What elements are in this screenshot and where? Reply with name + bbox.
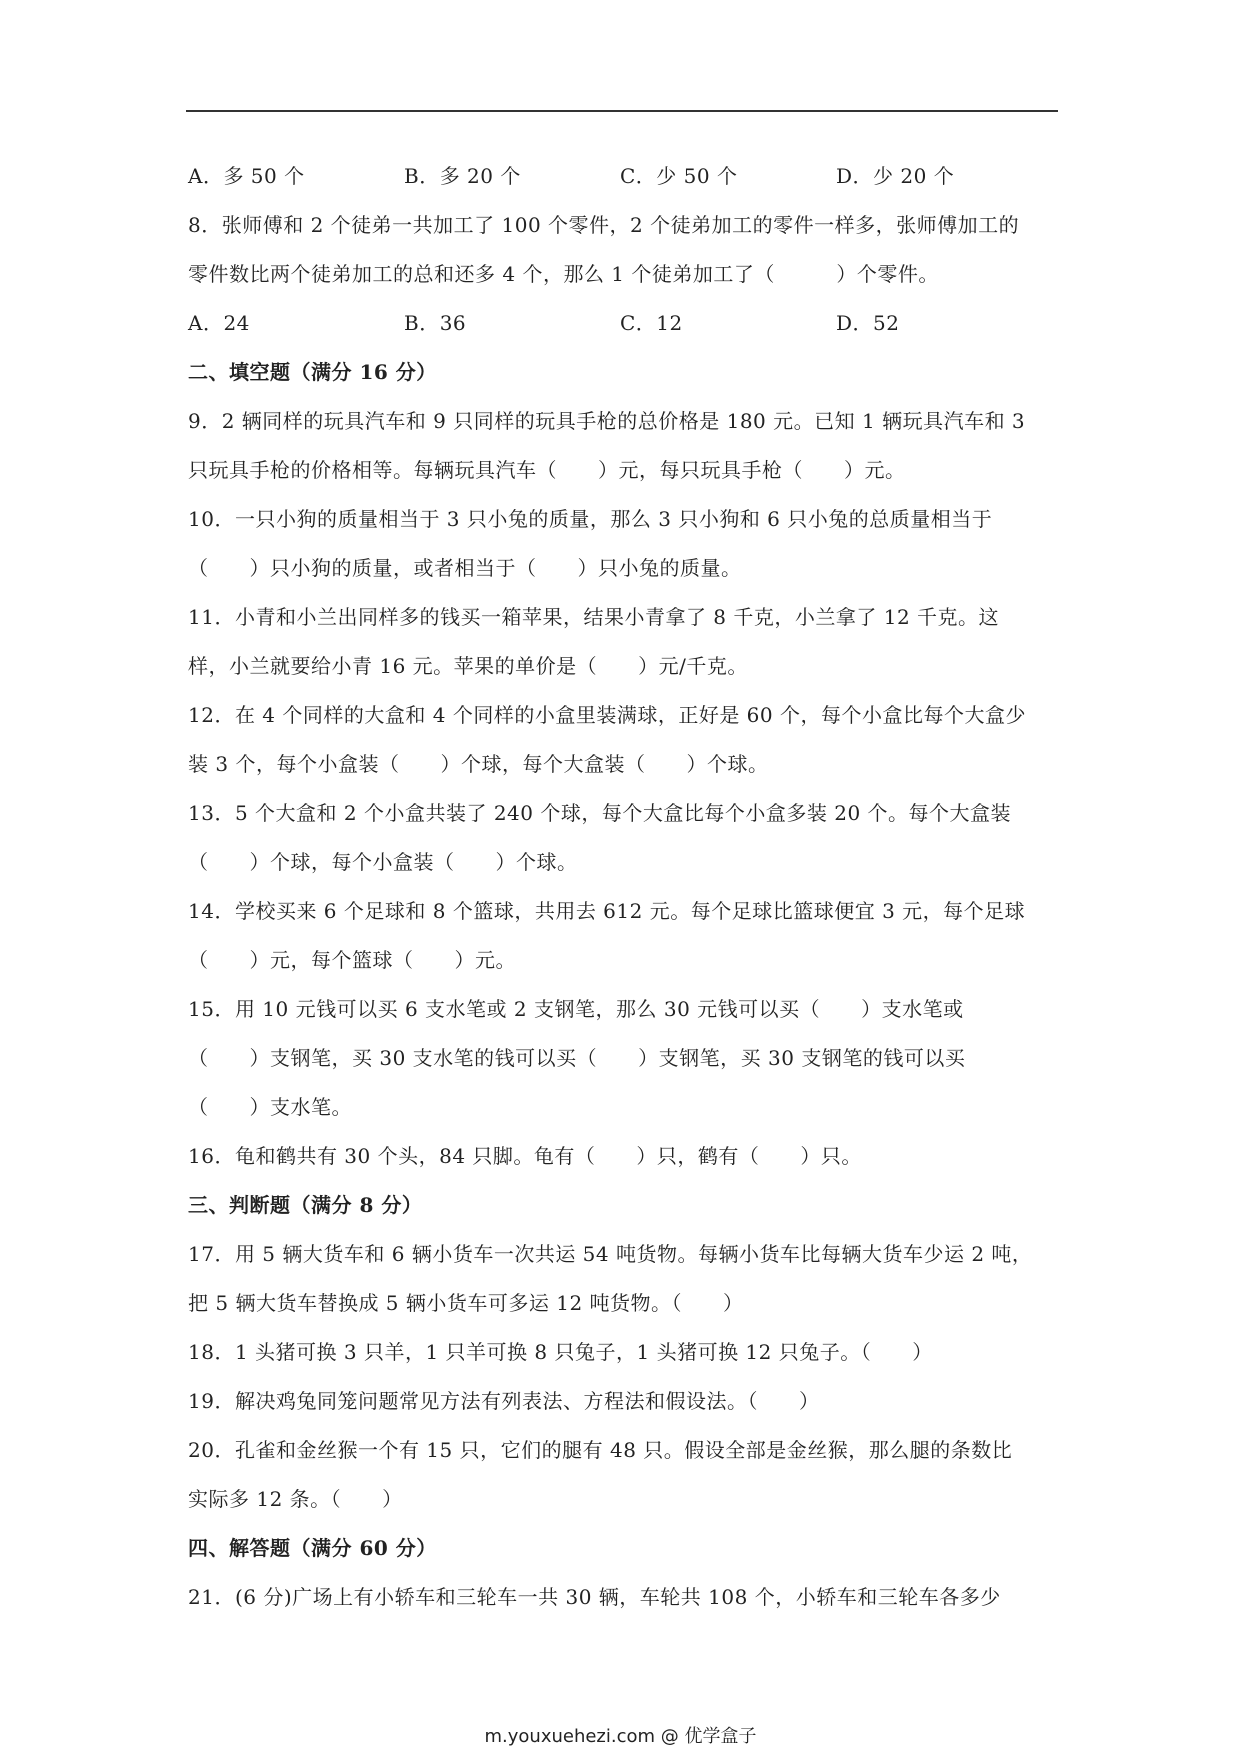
q8-options bbox=[188, 299, 1068, 348]
question-line: 21．(6 分)广场上有小轿车和三轮车一共 30 辆，车轮共 108 个，小轿车和三轮车各多少 bbox=[188, 1585, 1001, 1609]
q7-option-d: D．少 20 个 bbox=[836, 164, 955, 188]
question-line: （ ）支水笔。 bbox=[188, 1095, 352, 1119]
section-title-true-false: 三、判断题（满分 8 分） bbox=[188, 1193, 423, 1217]
q7-option-c: C．少 50 个 bbox=[620, 164, 738, 188]
question-line: 12．在 4 个同样的大盒和 4 个同样的小盒里装满球，正好是 60 个，每个小盒比每个大盒少 bbox=[188, 703, 1026, 727]
question-line: 11．小青和小兰出同样多的钱买一箱苹果，结果小青拿了 8 千克，小兰拿了 12 千克。这 bbox=[188, 605, 1000, 629]
question-line: 20．孔雀和金丝猴一个有 15 只，它们的腿有 48 只。假设全部是金丝猴，那么腿的条数比 bbox=[188, 1438, 1013, 1462]
footer-watermark: m.youxuehezi.com @ 优学盒子 bbox=[484, 1726, 757, 1747]
question-line: 19．解决鸡兔同笼问题常见方法有列表法、方程法和假设法。（ ） bbox=[188, 1389, 820, 1413]
question-line: 9．2 辆同样的玩具汽车和 9 只同样的玩具手枪的总价格是 180 元。已知 1 辆玩具汽车和 3 bbox=[188, 409, 1026, 433]
question-line: 10．一只小狗的质量相当于 3 只小兔的质量，那么 3 只小狗和 6 只小兔的总质量相当于 bbox=[188, 507, 993, 531]
question-line: 15．用 10 元钱可以买 6 支水笔或 2 支钢笔，那么 30 元钱可以买（ ）支水笔或 bbox=[188, 997, 964, 1021]
header-rule bbox=[186, 110, 1058, 112]
q8-option-b: B．36 bbox=[404, 311, 467, 335]
q7-option-b: B．多 20 个 bbox=[404, 164, 521, 188]
q8-line-1: 8．张师傅和 2 个徒弟一共加工了 100 个零件，2 个徒弟加工的零件一样多，张师傅加工的 bbox=[188, 213, 1020, 237]
question-line: （ ）元，每个篮球（ ）元。 bbox=[188, 948, 516, 972]
question-line: 样，小兰就要给小青 16 元。苹果的单价是（ ）元/千克。 bbox=[188, 654, 748, 678]
q8-option-d: D．52 bbox=[836, 311, 900, 335]
question-line: 16．龟和鹤共有 30 个头，84 只脚。龟有（ ）只，鹤有（ ）只。 bbox=[188, 1144, 862, 1168]
q7-options bbox=[188, 152, 1068, 201]
question-line: 把 5 辆大货车替换成 5 辆小货车可多运 12 吨货物。（ ） bbox=[188, 1291, 744, 1315]
question-line: 18．1 头猪可换 3 只羊，1 只羊可换 8 只兔子，1 头猪可换 12 只兔子。（ ） bbox=[188, 1340, 933, 1364]
question-line: （ ）只小狗的质量，或者相当于（ ）只小兔的质量。 bbox=[188, 556, 742, 580]
question-line: 14．学校买来 6 个足球和 8 个篮球，共用去 612 元。每个足球比篮球便宜 3 元，每个足球 bbox=[188, 899, 1026, 923]
question-line: 13．5 个大盒和 2 个小盒共装了 240 个球，每个大盒比每个小盒多装 20 个。每个大盒装 bbox=[188, 801, 1012, 825]
q8-line-2: 零件数比两个徒弟加工的总和还多 4 个，那么 1 个徒弟加工了（ ）个零件。 bbox=[188, 262, 939, 286]
question-line: 17．用 5 辆大货车和 6 辆小货车一次共运 54 吨货物。每辆小货车比每辆大货车少运 2 吨， bbox=[188, 1242, 1033, 1266]
question-line: （ ）个球，每个小盒装（ ）个球。 bbox=[188, 850, 578, 874]
q8-option-a: A．24 bbox=[188, 311, 250, 335]
question-line: 实际多 12 条。（ ） bbox=[188, 1487, 403, 1511]
q7-option-a: A．多 50 个 bbox=[188, 164, 305, 188]
document-body bbox=[188, 152, 1068, 1622]
question-line: （ ）支钢笔，买 30 支水笔的钱可以买（ ）支钢笔，买 30 支钢笔的钱可以买 bbox=[188, 1046, 966, 1070]
section-title-answer: 四、解答题（满分 60 分） bbox=[188, 1536, 437, 1560]
question-line: 装 3 个，每个小盒装（ ）个球，每个大盒装（ ）个球。 bbox=[188, 752, 769, 776]
section-title-fill-blank: 二、填空题（满分 16 分） bbox=[188, 360, 437, 384]
q8-option-c: C．12 bbox=[620, 311, 683, 335]
question-line: 只玩具手枪的价格相等。每辆玩具汽车（ ）元，每只玩具手枪（ ）元。 bbox=[188, 458, 906, 482]
